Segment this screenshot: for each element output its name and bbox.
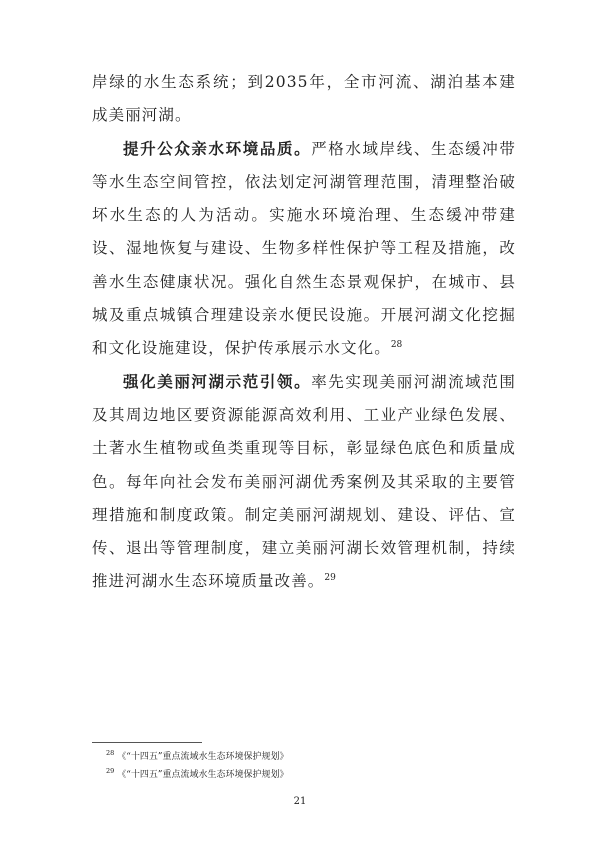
paragraph-text: 率先实现美丽河湖流域范围及其周边地区要资源能源高效利用、工业产业绿色发展、土著水生植物或鱼类重现等目标，彰显绿色底色和质量成色。每年向社会发布美丽河湖优秀案例及其采取的主要管理措施和制度政策。制定美丽河湖规划、建设、评估、宣传、退出等管理制度，建立美丽河湖长效管理机制，持续推进河湖水生态环境质量改善。 bbox=[92, 372, 516, 591]
paragraph-text: 岸绿的水生态系统；到2035年，全市河流、湖泊基本建成美丽河湖。 bbox=[92, 73, 516, 125]
footnote-text: 《“十四五”重点流域水生态环境保护规划》 bbox=[117, 770, 289, 780]
paragraph-text: 严格水域岸线、生态缓冲带等水生态空间管控，依法划定河湖管理范围，清理整治破坏水生态的人为活动。实施水环境治理、生态缓冲带建设、湿地恢复与建设、生物多样性保护等工程及措施，改善水生态健康状况。强化自然生态景观保护，在城市、县城及重点城镇合理建设亲水便民设施。开展河湖文化挖掘和文化设施建设，保护传承展示水文化。 bbox=[92, 139, 516, 358]
footnotes bbox=[106, 746, 289, 782]
footnote-item bbox=[106, 746, 289, 764]
body-text bbox=[92, 66, 516, 599]
footnote-ref[interactable]: 28 bbox=[390, 340, 403, 351]
footnote-ref[interactable]: 29 bbox=[324, 573, 336, 584]
footnote-text: 《“十四五”重点流域水生态环境保护规划》 bbox=[117, 752, 289, 762]
page-number: 21 bbox=[293, 796, 307, 807]
paragraph-heading: 提升公众亲水环境品质。 bbox=[123, 139, 312, 158]
footnote-divider bbox=[92, 742, 202, 743]
paragraph-demonstration bbox=[92, 366, 516, 599]
footnote-number: 29 bbox=[106, 767, 115, 775]
paragraph-heading: 强化美丽河湖示范引领。 bbox=[123, 372, 312, 391]
paragraph-public-water-environment bbox=[92, 133, 516, 366]
footnote-number: 28 bbox=[106, 749, 115, 757]
paragraph-continuation bbox=[92, 66, 516, 133]
footnote-item bbox=[106, 764, 289, 782]
